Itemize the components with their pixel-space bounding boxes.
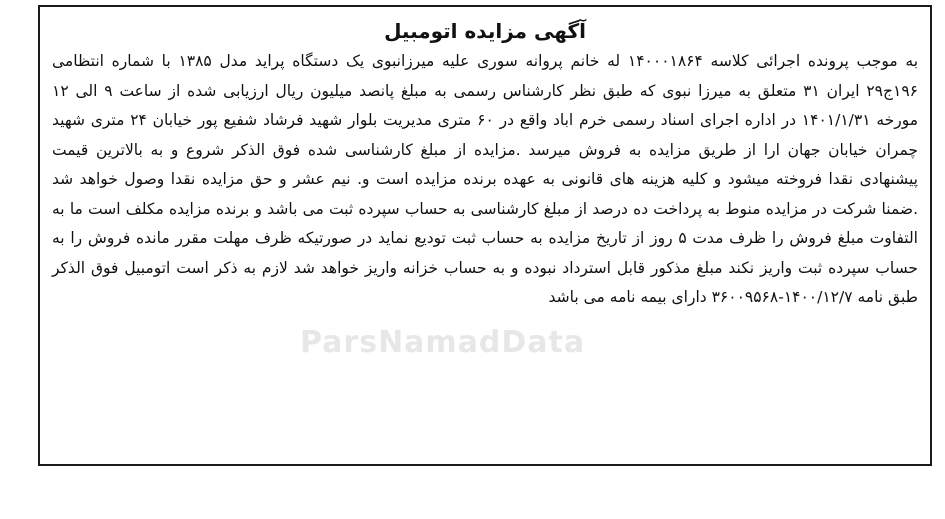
watermark-text: ParsNamadData <box>300 325 586 360</box>
notice-frame <box>38 5 932 466</box>
notice-title: آگهی مزایده اتومبیل <box>384 19 586 43</box>
notice-body: به موجب پرونده اجرائی کلاسه ۱۴۰۰۰۱۸۶۴ له خانم پروانه سوری علیه میرزانبوی یک دستگاه پراید مدل ۱۳۸۵ با شماره انتظامی ۱۹۶ج۲۹ ایران ۳۱ متعلق به میرزا نبوی که طبق نظر کارشناس رسمی به مبلغ پانصد میلیون ریال ارزیابی شده از ساعت ۹ الی ۱۲ مورخه ۱۴۰۱/۱/۳۱ در اداره اجرای اسناد رسمی خرم اباد واقع در ۶۰ متری مدیریت بلوار شهید فرشاد شفیع پور خیابان ۲۴ متری شهید چمران خیابان جهان ارا از طریق مزایده به فروش میرسد .مزایده از مبلغ کارشناسی شده فوق الذکر شروع و به بالاترین قیمت پیشنهادی نقدا فروخته میشود و کلیه هزینه های قانونی به عهده برنده مزایده است و. نیم عشر و حق مزایده نقدا وصول خواهد شد .ضمنا شرکت در مزایده منوط به پرداخت ده درصد از مبلغ کارشناسی به حساب سپرده ثبت می باشد و برنده مزایده مکلف است ما به التفاوت مبلغ فروش را ظرف مدت ۵ روز از تاریخ مزایده به حساب ثبت تودیع نماید در صورتیکه ظرف مهلت مقرر مانده فروش را به حساب سپرده ثبت واریز نکند مبلغ مذکور قابل استرداد نبوده و به حساب خزانه واریز خواهد شد لازم به ذکر است اتومبیل فوق الذکر طبق نامه ۱۴۰۰/۱۲/۷-۳۶۰۰۹۵۶۸ دارای بیمه نامه می باشد <box>52 52 919 306</box>
